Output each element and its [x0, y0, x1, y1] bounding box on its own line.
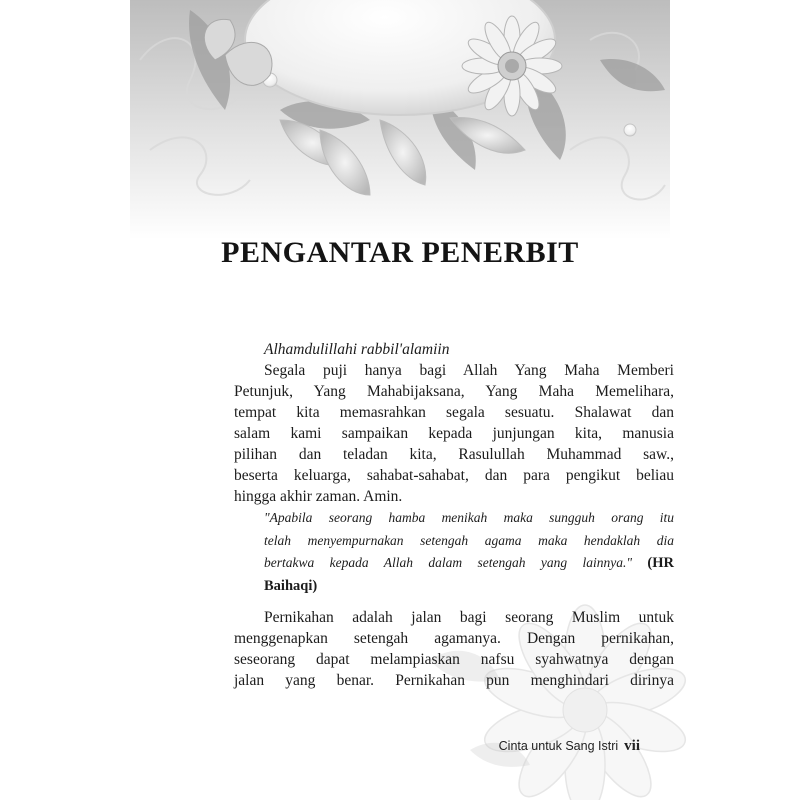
text-line: seseorang dapat melampiaskan nafsu syahwatnya dengan	[234, 651, 674, 668]
text-line: menggenapkan setengah agamanya. Dengan pernikahan,	[234, 630, 674, 647]
text-line: beserta keluarga, sahabat-sahabat, dan para pengikut beliau	[234, 467, 674, 484]
hadith-quote	[234, 507, 674, 597]
floral-header-illustration	[130, 0, 670, 240]
quote-source: Baihaqi)	[264, 577, 318, 594]
text-line: hingga akhir zaman. Amin.	[234, 488, 403, 505]
quote-source: (HR	[647, 555, 675, 571]
text-line: Pernikahan adalah jalan bagi seorang Muslim untuk	[264, 609, 674, 626]
text-line: Segala puji hanya bagi Allah Yang Maha Memberi	[264, 362, 674, 379]
page-number: vii	[624, 738, 640, 754]
paragraph-1	[234, 360, 674, 507]
text-line: pilihan dan teladan kita, Rasulullah Muhammad saw.,	[234, 446, 674, 463]
text-line: Petunjuk, Yang Mahabijaksana, Yang Maha Memelihara,	[234, 383, 674, 400]
quote-line: bertakwa kepada Allah dalam setengah yang lainnya."	[264, 555, 633, 570]
quote-line: telah menyempurnakan setengah agama maka hendaklah dia	[264, 532, 674, 548]
body-text	[234, 339, 674, 691]
running-title: Cinta untuk Sang Istri	[498, 739, 619, 753]
opening-line: Alhamdulillahi rabbil'alamiin	[264, 341, 450, 358]
quote-line: "Apabila seorang hamba menikah maka sungguh orang itu	[264, 510, 674, 525]
quote-line-last	[264, 552, 674, 575]
book-page	[130, 0, 675, 800]
text-line: jalan yang benar. Pernikahan pun menghindari dirinya	[234, 672, 674, 689]
paragraph-2	[234, 607, 674, 691]
text-line: tempat kita memasrahkan segala sesuatu. Shalawat dan	[234, 404, 674, 421]
page-footer	[430, 738, 640, 755]
chapter-title: PENGANTAR PENERBIT	[221, 236, 579, 269]
text-line: salam kami sampaikan kepada junjungan kita, manusia	[234, 425, 674, 442]
